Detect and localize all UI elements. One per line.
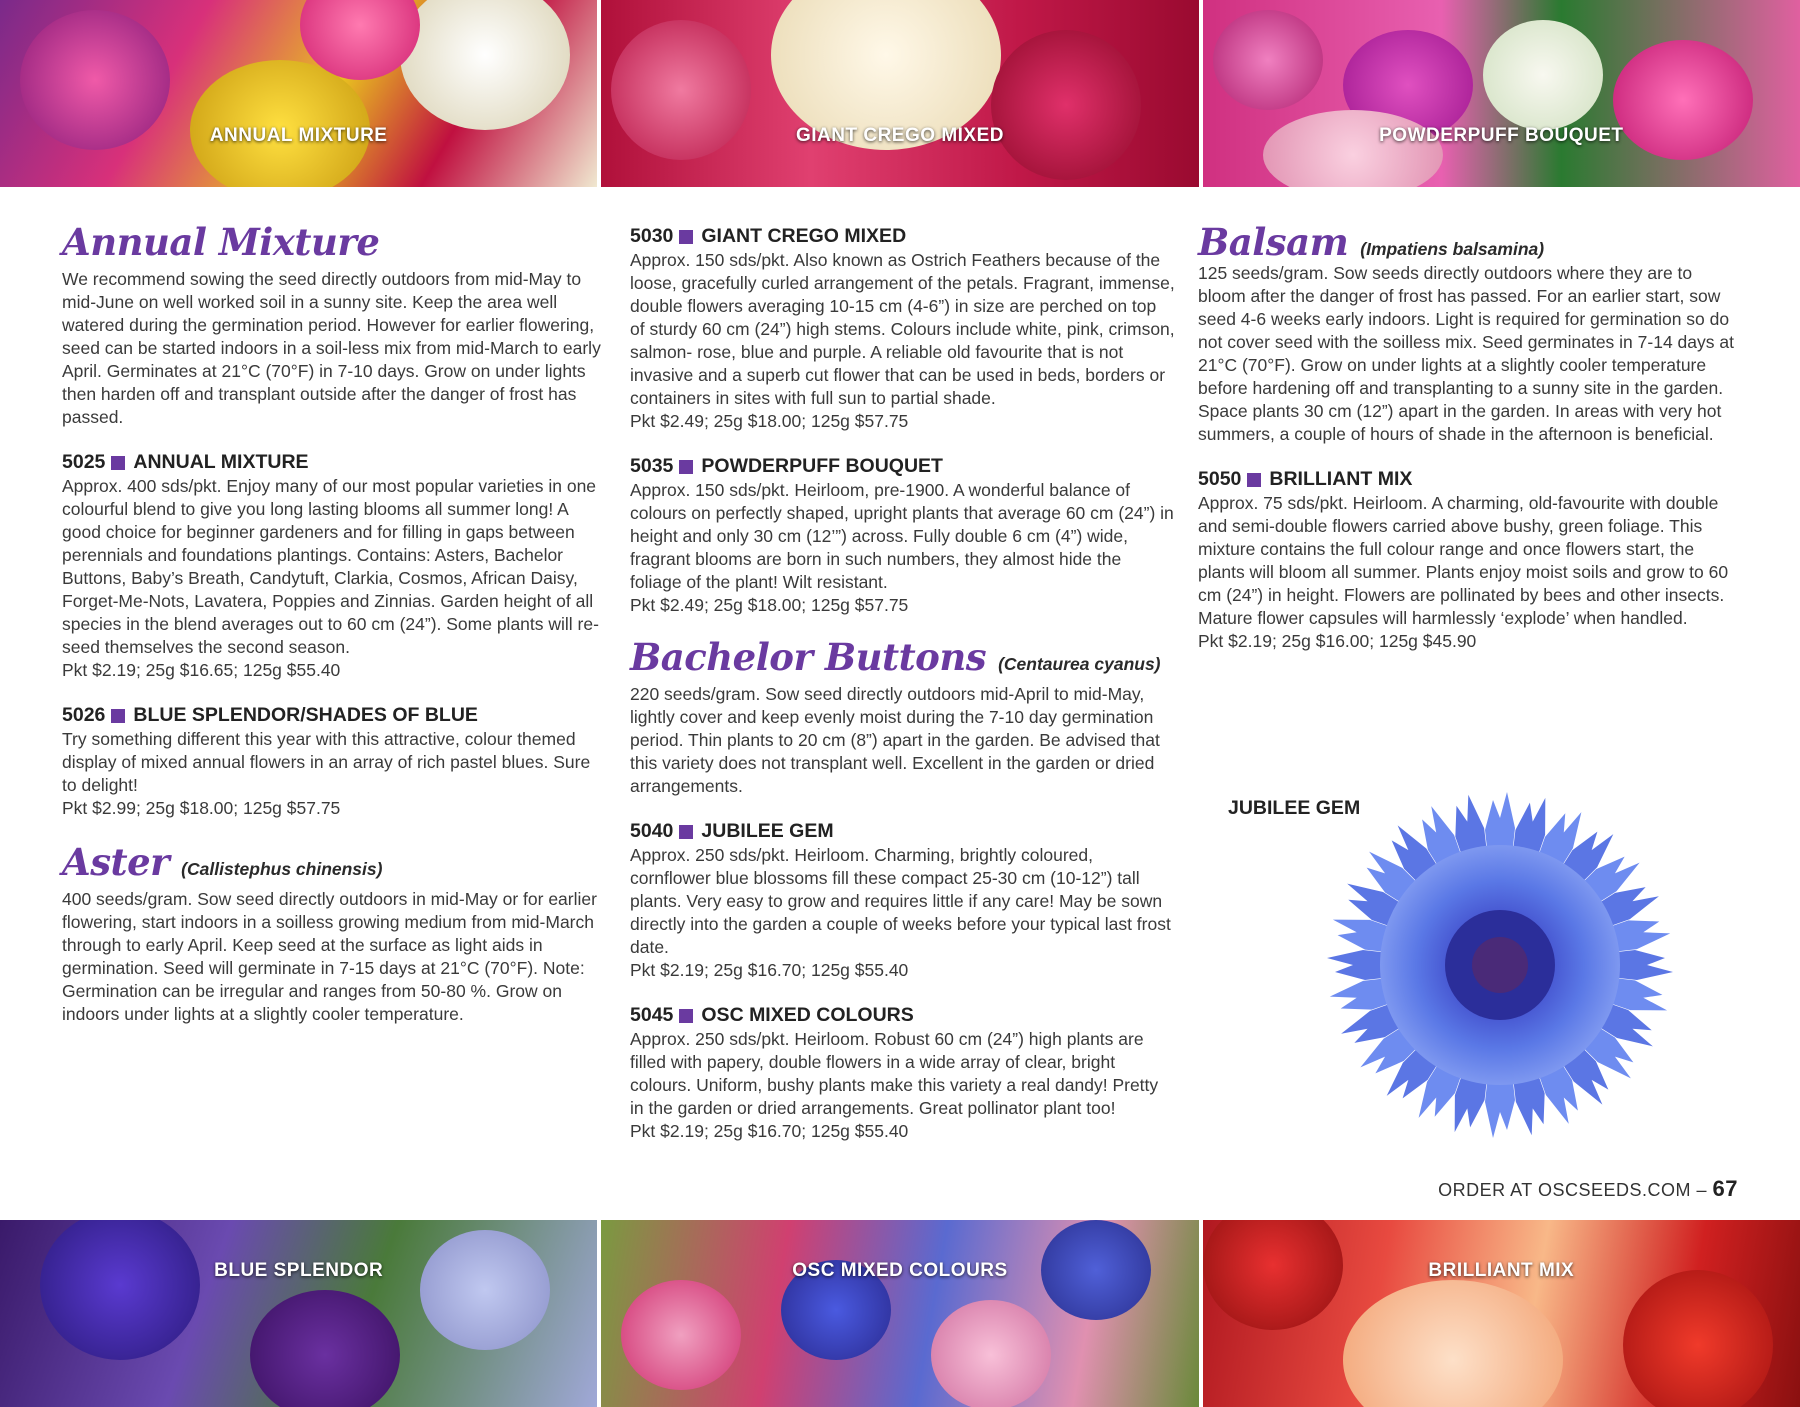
photo-giant-crego [601, 0, 1198, 187]
product-item [630, 1003, 1175, 1143]
product-heading [630, 1003, 1175, 1028]
product-code: 5050 [1198, 468, 1242, 490]
product-description: Approx. 75 sds/pkt. Heirloom. A charming, old-favourite with double and semi-double flowers carried above bushy, green foliage. This mixture contains the full colour range and once flowers start, the plants will bloom all summer. Plants enjoy moist soils and grow to 60 cm (24”) in height. Flowers are pollinated by bees and other insects. Mature flower capsules will harmlessly ‘explode’ when handled. [1198, 493, 1729, 628]
section-title: Aster [62, 840, 170, 884]
order-text: ORDER AT OSCSEEDS.COM – [1438, 1180, 1707, 1200]
product-price: Pkt $2.49; 25g $18.00; 125g $57.75 [630, 411, 909, 431]
product-heading [62, 703, 607, 728]
product-name: BRILLIANT MIX [1269, 468, 1413, 490]
bullet-square-icon [679, 460, 693, 474]
latin-name: (Impatiens balsamina) [1360, 239, 1545, 259]
section-intro: 220 seeds/gram. Sow seed directly outdoors mid-April to mid-May, lightly cover and keep evenly moist during the 7-10 day germination period. Thin plants to 20 cm (8”) apart in the garden. Be advised that this variety does not transplant well. Excellent in the garden or dried arrangements. [630, 684, 1160, 796]
bullet-square-icon [111, 456, 125, 470]
product-heading [1198, 467, 1743, 492]
product-name: POWDERPUFF BOUQUET [701, 455, 943, 477]
product-heading [630, 819, 1175, 844]
product-code: 5040 [630, 820, 674, 842]
photo-caption: BRILLIANT MIX [1428, 1260, 1575, 1281]
photo-caption: OSC MIXED COLOURS [792, 1260, 1008, 1281]
product-item [62, 703, 607, 820]
product-name: GIANT CREGO MIXED [701, 225, 907, 247]
product-name: BLUE SPLENDOR/SHADES OF BLUE [133, 704, 478, 726]
product-name: OSC MIXED COLOURS [701, 1004, 914, 1026]
photo-osc-mixed [601, 1220, 1198, 1407]
section-intro: We recommend sowing the seed directly outdoors from mid-May to mid-June on well worked soil in a sunny site. Keep the area well watered during the germination period. However for earlier flowering, seed can be started indoors in a soil-less mix from mid-March to early April. Germinates at 21°C (70°F) in 7-10 days. Grow on under lights then harden off and transplant outside after the danger of frost has passed. [62, 269, 601, 427]
product-price: Pkt $2.49; 25g $18.00; 125g $57.75 [630, 595, 909, 615]
product-price: Pkt $2.19; 25g $16.70; 125g $55.40 [630, 1121, 909, 1141]
product-name: JUBILEE GEM [701, 820, 834, 842]
bullet-square-icon [111, 709, 125, 723]
product-heading [630, 224, 1175, 249]
column-right [1198, 222, 1743, 653]
section-heading-bachelor [630, 637, 1175, 677]
photo-caption: GIANT CREGO MIXED [795, 125, 1004, 146]
photo-brilliant-mix [1203, 1220, 1800, 1407]
product-code: 5035 [630, 455, 674, 477]
product-description: Try something different this year with this attractive, colour themed display of mixed annual flowers in an array of rich pastel blues. Sure to delight! [62, 729, 591, 795]
photo-caption: BLUE SPLENDOR [214, 1260, 384, 1281]
bottom-photo-band [0, 1220, 1800, 1407]
product-price: Pkt $2.19; 25g $16.70; 125g $55.40 [630, 960, 909, 980]
section-heading-aster [62, 842, 607, 882]
cornflower-image [1305, 770, 1695, 1160]
product-description: Approx. 250 sds/pkt. Heirloom. Robust 60 cm (24”) high plants are filled with papery, double flowers in a wide array of clear, bright colours. Uniform, bushy plants make this variety a real dandy! Pretty in the garden or dried arrangements. Great pollinator plant too! [630, 1029, 1159, 1118]
photo-powderpuff [1203, 0, 1800, 187]
product-name: ANNUAL MIXTURE [133, 451, 309, 473]
section-title: Bachelor Buttons [630, 635, 987, 679]
section-intro: 125 seeds/gram. Sow seeds directly outdoors where they are to bloom after the danger of frost has passed. For an earlier start, sow seed 4-6 weeks early indoors. Light is required for germination so do not cover seed with the soilless mix. Seed germinates in 7-14 days at 21°C (70°F). Grow on under lights at a slightly cooler temperature before hardening off and transplanting to a sunny site in the garden. Space plants 30 cm (12”) apart in the garden. In areas with very hot summers, a couple of hours of shade in the afternoon is beneficial. [1198, 263, 1734, 444]
bullet-square-icon [679, 230, 693, 244]
latin-name: (Callistephus chinensis) [181, 859, 383, 879]
bullet-square-icon [1247, 473, 1261, 487]
column-left [62, 222, 607, 1026]
bullet-square-icon [679, 1009, 693, 1023]
product-heading [630, 454, 1175, 479]
product-code: 5026 [62, 704, 106, 726]
bullet-square-icon [679, 825, 693, 839]
product-description: Approx. 400 sds/pkt. Enjoy many of our most popular varieties in one colourful blend to give you long lasting blooms all summer long! A good choice for beginner gardeners and for filling in gaps between perennials and foundations plantings. Contains: Asters, Bachelor Buttons, Baby’s Breath, Candytuft, Clarkia, Cosmos, African Daisy, Forget-Me-Nots, Lavatera, Poppies and Zinnias. Garden height of all species in the blend averages out to 60 cm (24”). Some plants will re-seed themselves the second season. [62, 476, 599, 657]
jubilee-gem-label: JUBILEE GEM [1228, 797, 1361, 819]
latin-name: (Centaurea cyanus) [998, 654, 1161, 674]
page-footer [1438, 1176, 1738, 1202]
product-item [630, 454, 1175, 617]
product-heading [62, 450, 607, 475]
product-code: 5045 [630, 1004, 674, 1026]
product-code: 5025 [62, 451, 106, 473]
page-number: 67 [1712, 1176, 1738, 1201]
photo-caption: ANNUAL MIXTURE [209, 125, 388, 146]
product-description: Approx. 150 sds/pkt. Heirloom, pre-1900. A wonderful balance of colours on perfectly shaped, upright plants that average 60 cm (24”) in height and only 30 cm (12’”) across. Fully double 6 cm (4”) wide, fragrant blooms are born in such numbers, they almost hide the foliage of the plant! Wilt resistant. [630, 480, 1174, 592]
product-item [630, 224, 1175, 433]
product-code: 5030 [630, 225, 674, 247]
photo-caption: POWDERPUFF BOUQUET [1379, 125, 1624, 146]
section-intro: 400 seeds/gram. Sow seed directly outdoors in mid-May or for earlier flowering, start indoors in a soilless growing medium from mid-March through to early April. Keep seed at the surface as light aids in germination. Seed will germinate in 7-15 days at 21°C (70°F). Note: Germination can be irregular and ranges from 50-80 %. Grow on indoors under lights at a slightly cooler temperature. [62, 889, 597, 1024]
section-title: Annual Mixture [62, 220, 380, 264]
product-price: Pkt $2.19; 25g $16.65; 125g $55.40 [62, 660, 341, 680]
section-title: Balsam [1198, 220, 1349, 264]
product-description: Approx. 250 sds/pkt. Heirloom. Charming, brightly coloured, cornflower blue blossoms fill these compact 25-30 cm (10-12”) tall plants. Very easy to grow and requires little if any care! May be sown directly into the garden a couple of weeks before your typical last frost date. [630, 845, 1171, 957]
section-heading-annual [62, 222, 607, 262]
product-item [630, 819, 1175, 982]
section-heading-balsam [1198, 222, 1743, 262]
product-item [1198, 467, 1743, 653]
photo-annual-mixture [0, 0, 597, 187]
product-price: Pkt $2.99; 25g $18.00; 125g $57.75 [62, 798, 341, 818]
product-price: Pkt $2.19; 25g $16.00; 125g $45.90 [1198, 631, 1477, 651]
product-item [62, 450, 607, 682]
top-photo-band [0, 0, 1800, 187]
column-middle [630, 222, 1175, 1143]
photo-blue-splendor [0, 1220, 597, 1407]
product-description: Approx. 150 sds/pkt. Also known as Ostrich Feathers because of the loose, gracefully curled arrangement of the petals. Fragrant, immense, double flowers averaging 10-15 cm (4-6”) in size are perched on top of sturdy 60 cm (24”) high stems. Colours include white, pink, crimson, salmon- rose, blue and purple. A reliable old favourite that is not invasive and a superb cut flower that can be used in beds, borders or containers in sites with full sun to partial shade. [630, 250, 1175, 408]
